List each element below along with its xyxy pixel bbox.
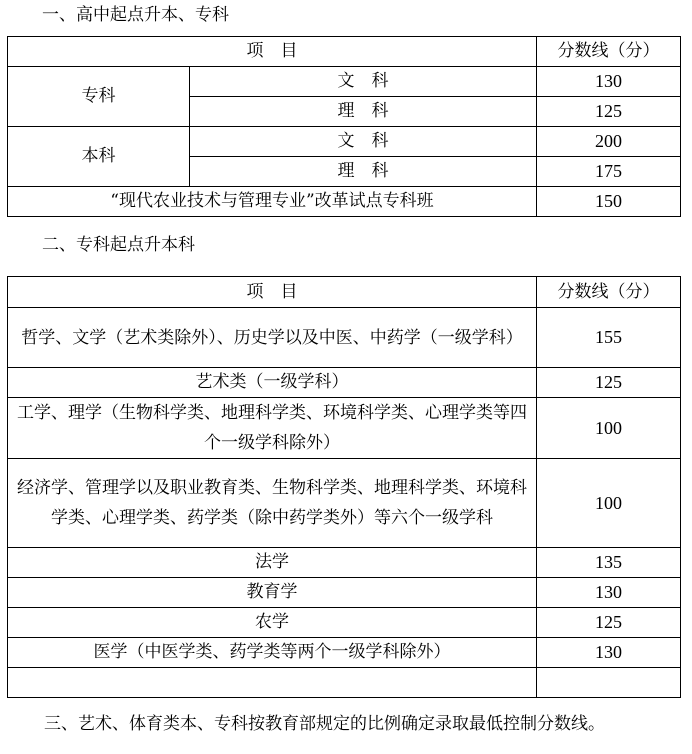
subject-cell: 艺术类（一级学科） [8,368,537,398]
score-cell: 130 [537,67,681,97]
section3-note: 三、艺术、体育类本、专科按教育部规定的比例确定录取最低控制分数线。 [44,714,605,734]
header-score: 分数线（分） [537,37,681,67]
table-row [8,398,681,459]
subject-cell: 文 科 [190,127,537,157]
section1-heading: 一、高中起点升本、专科 [42,5,229,25]
score-cell: 100 [537,459,681,548]
table-row [8,638,681,668]
subject-cell: 农学 [8,608,537,638]
score-cell: 130 [537,578,681,608]
table-row [8,67,681,97]
table-header-row [8,277,681,308]
table-row [8,578,681,608]
table-row [8,308,681,368]
score-cell: 125 [537,97,681,127]
table-row [8,187,681,217]
group-label-benke: 本科 [8,127,190,187]
subject-cell: 教育学 [8,578,537,608]
table-row [8,127,681,157]
subject-cell: 哲学、文学（艺术类除外）、历史学以及中医、中药学（一级学科） [8,308,537,368]
table-row [8,368,681,398]
subject-cell: 理 科 [190,97,537,127]
header-score: 分数线（分） [537,277,681,308]
section2-table [7,276,681,698]
score-cell: 155 [537,308,681,368]
table-row [8,459,681,548]
section1-table [7,36,681,217]
score-cell: 175 [537,157,681,187]
subject-cell: 医学（中医学类、药学类等两个一级学科除外） [8,638,537,668]
special-class-label: “现代农业技术与管理专业”改革试点专科班 [8,187,537,217]
score-cell: 200 [537,127,681,157]
header-item: 项 目 [8,277,537,308]
score-cell: 150 [537,187,681,217]
subject-cell: 工学、理学（生物科学类、地理科学类、环境科学类、心理学类等四个一级学科除外） [8,398,537,459]
table-row [8,608,681,638]
table-row [8,548,681,578]
subject-cell: 理 科 [190,157,537,187]
score-cell: 135 [537,548,681,578]
header-item: 项 目 [8,37,537,67]
score-cell: 100 [537,398,681,459]
section2-heading: 二、专科起点升本科 [42,235,195,255]
score-cell [537,668,681,698]
group-label-zhuanke: 专科 [8,67,190,127]
subject-cell [8,668,537,698]
table-row-empty [8,668,681,698]
subject-cell: 经济学、管理学以及职业教育类、生物科学类、地理科学类、环境科学类、心理学类、药学类（除中药学类外）等六个一级学科 [8,459,537,548]
score-cell: 125 [537,608,681,638]
table-header-row [8,37,681,67]
subject-cell: 文 科 [190,67,537,97]
score-cell: 130 [537,638,681,668]
subject-cell: 法学 [8,548,537,578]
score-cell: 125 [537,368,681,398]
